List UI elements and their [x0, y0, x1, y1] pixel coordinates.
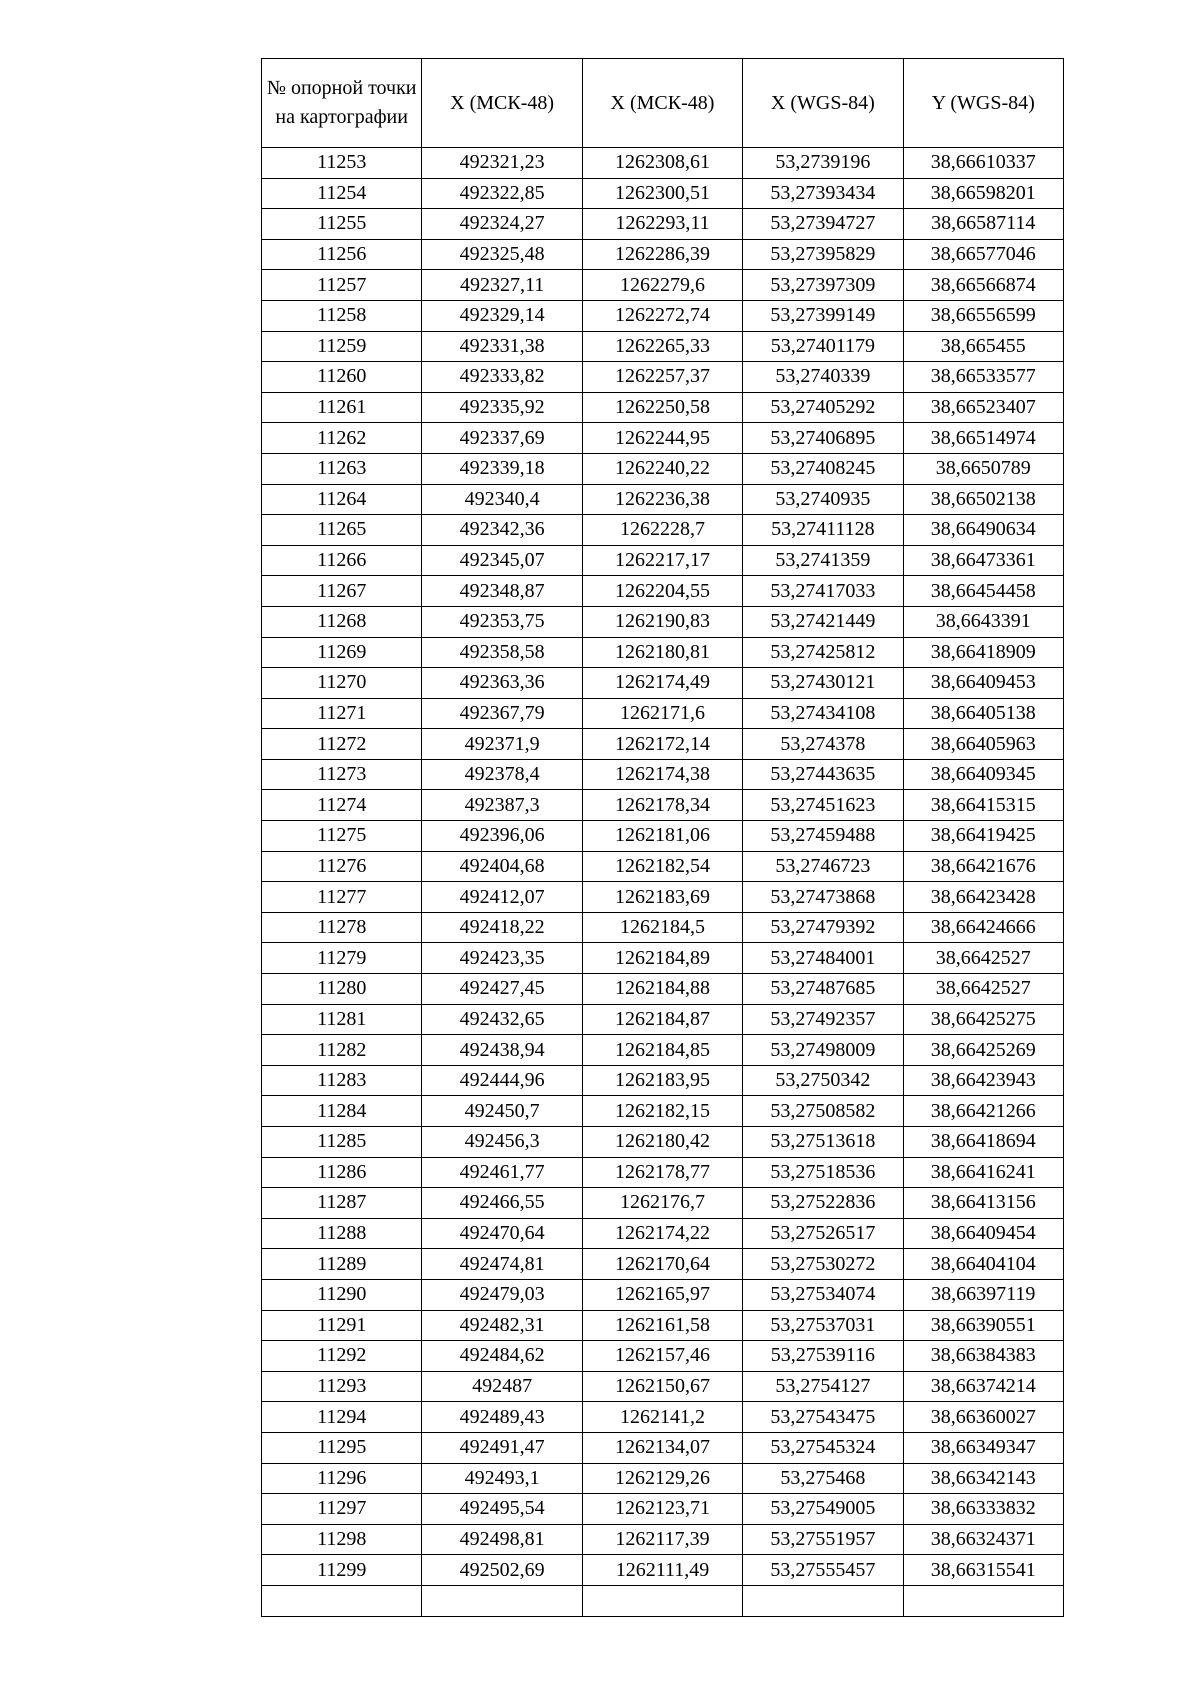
cell-x-msk48: 492325,48	[422, 239, 582, 270]
cell-point-number: 11259	[262, 331, 422, 362]
header-row	[262, 59, 1064, 148]
cell-y-wgs84: 38,66342143	[903, 1463, 1063, 1494]
cell-x-msk48-second: 1262161,58	[582, 1310, 742, 1341]
cell-x-wgs84: 53,27492357	[743, 1004, 903, 1035]
cell-x-msk48-second: 1262174,38	[582, 759, 742, 790]
cell-y-wgs84: 38,66421676	[903, 851, 1063, 882]
cell-x-msk48: 492371,9	[422, 729, 582, 760]
cell-x-wgs84: 53,27395829	[743, 239, 903, 270]
cell-x-msk48-second: 1262180,42	[582, 1127, 742, 1158]
cell-x-msk48-second: 1262171,6	[582, 698, 742, 729]
cell-x-msk48-second: 1262170,64	[582, 1249, 742, 1280]
cell-point-number: 11293	[262, 1371, 422, 1402]
cell-y-wgs84: 38,66405138	[903, 698, 1063, 729]
cell-x-wgs84: 53,27401179	[743, 331, 903, 362]
cell-y-wgs84: 38,66425275	[903, 1004, 1063, 1035]
cell-point-number: 11271	[262, 698, 422, 729]
cell-x-msk48: 492340,4	[422, 484, 582, 515]
cell-x-msk48-second: 1262141,2	[582, 1402, 742, 1433]
cell-y-wgs84: 38,6642527	[903, 974, 1063, 1005]
cell-point-number: 11270	[262, 668, 422, 699]
cell-point-number: 11261	[262, 392, 422, 423]
cell-x-msk48: 492418,22	[422, 912, 582, 943]
table-row	[262, 1249, 1064, 1280]
cell-x-wgs84: 53,2750342	[743, 1065, 903, 1096]
cell-y-wgs84: 38,66404104	[903, 1249, 1063, 1280]
table-row	[262, 1494, 1064, 1525]
table-row	[262, 1555, 1064, 1586]
cell-x-msk48: 492495,54	[422, 1494, 582, 1525]
table-row	[262, 1157, 1064, 1188]
cell-x-msk48-second: 1262184,5	[582, 912, 742, 943]
cell-point-number: 11272	[262, 729, 422, 760]
cell-x-msk48: 492331,38	[422, 331, 582, 362]
table-row	[262, 1310, 1064, 1341]
table-row	[262, 1065, 1064, 1096]
cell-y-wgs84: 38,66416241	[903, 1157, 1063, 1188]
cell-point-number: 11280	[262, 974, 422, 1005]
table-end-cell	[582, 1585, 742, 1616]
table-row	[262, 545, 1064, 576]
cell-x-msk48-second: 1262165,97	[582, 1279, 742, 1310]
cell-x-msk48-second: 1262272,74	[582, 300, 742, 331]
cell-point-number: 11277	[262, 882, 422, 913]
cell-x-wgs84: 53,27549005	[743, 1494, 903, 1525]
cell-point-number: 11287	[262, 1188, 422, 1219]
cell-x-msk48-second: 1262250,58	[582, 392, 742, 423]
cell-x-wgs84: 53,27508582	[743, 1096, 903, 1127]
cell-x-msk48-second: 1262293,11	[582, 209, 742, 240]
table-row	[262, 1341, 1064, 1372]
cell-x-msk48: 492412,07	[422, 882, 582, 913]
cell-x-msk48: 492491,47	[422, 1432, 582, 1463]
cell-x-msk48: 492450,7	[422, 1096, 582, 1127]
cell-y-wgs84: 38,66533577	[903, 362, 1063, 393]
cell-x-msk48-second: 1262308,61	[582, 148, 742, 179]
cell-x-msk48: 492493,1	[422, 1463, 582, 1494]
cell-point-number: 11254	[262, 178, 422, 209]
cell-y-wgs84: 38,66360027	[903, 1402, 1063, 1433]
table-row	[262, 148, 1064, 179]
table-row	[262, 759, 1064, 790]
table-row	[262, 1096, 1064, 1127]
cell-x-wgs84: 53,27526517	[743, 1218, 903, 1249]
cell-x-wgs84: 53,27545324	[743, 1432, 903, 1463]
cell-x-msk48-second: 1262180,81	[582, 637, 742, 668]
cell-point-number: 11292	[262, 1341, 422, 1372]
table-row	[262, 1279, 1064, 1310]
cell-point-number: 11283	[262, 1065, 422, 1096]
cell-y-wgs84: 38,66409454	[903, 1218, 1063, 1249]
cell-y-wgs84: 38,66409453	[903, 668, 1063, 699]
cell-x-msk48-second: 1262183,69	[582, 882, 742, 913]
cell-y-wgs84: 38,66324371	[903, 1524, 1063, 1555]
cell-x-msk48: 492396,06	[422, 821, 582, 852]
cell-x-msk48: 492335,92	[422, 392, 582, 423]
cell-x-msk48: 492333,82	[422, 362, 582, 393]
cell-y-wgs84: 38,66454458	[903, 576, 1063, 607]
cell-x-msk48-second: 1262129,26	[582, 1463, 742, 1494]
cell-y-wgs84: 38,66490634	[903, 515, 1063, 546]
cell-x-msk48: 492470,64	[422, 1218, 582, 1249]
cell-point-number: 11256	[262, 239, 422, 270]
cell-x-wgs84: 53,2740935	[743, 484, 903, 515]
cell-x-msk48: 492324,27	[422, 209, 582, 240]
cell-point-number: 11299	[262, 1555, 422, 1586]
table-row	[262, 1402, 1064, 1433]
cell-x-msk48: 492502,69	[422, 1555, 582, 1586]
table-end-cell	[262, 1585, 422, 1616]
cell-y-wgs84: 38,66423943	[903, 1065, 1063, 1096]
cell-y-wgs84: 38,66421266	[903, 1096, 1063, 1127]
cell-y-wgs84: 38,66473361	[903, 545, 1063, 576]
cell-x-wgs84: 53,27513618	[743, 1127, 903, 1158]
cell-x-msk48: 492387,3	[422, 790, 582, 821]
cell-x-wgs84: 53,27399149	[743, 300, 903, 331]
cell-x-wgs84: 53,27530272	[743, 1249, 903, 1280]
cell-y-wgs84: 38,66566874	[903, 270, 1063, 301]
cell-y-wgs84: 38,66523407	[903, 392, 1063, 423]
cell-point-number: 11282	[262, 1035, 422, 1066]
cell-point-number: 11258	[262, 300, 422, 331]
table-row	[262, 668, 1064, 699]
cell-x-msk48-second: 1262174,22	[582, 1218, 742, 1249]
cell-y-wgs84: 38,66405963	[903, 729, 1063, 760]
table-row	[262, 1127, 1064, 1158]
cell-x-msk48-second: 1262182,54	[582, 851, 742, 882]
cell-y-wgs84: 38,66425269	[903, 1035, 1063, 1066]
header-x-msk48-second: X (МСК-48)	[582, 59, 742, 148]
cell-y-wgs84: 38,66423428	[903, 882, 1063, 913]
cell-x-wgs84: 53,2741359	[743, 545, 903, 576]
cell-x-wgs84: 53,27421449	[743, 606, 903, 637]
cell-x-wgs84: 53,27479392	[743, 912, 903, 943]
cell-x-msk48-second: 1262178,34	[582, 790, 742, 821]
cell-x-wgs84: 53,2746723	[743, 851, 903, 882]
cell-x-msk48-second: 1262123,71	[582, 1494, 742, 1525]
table-row	[262, 943, 1064, 974]
cell-y-wgs84: 38,66349347	[903, 1432, 1063, 1463]
cell-x-msk48-second: 1262157,46	[582, 1341, 742, 1372]
cell-x-msk48: 492321,23	[422, 148, 582, 179]
cell-x-msk48-second: 1262117,39	[582, 1524, 742, 1555]
cell-x-wgs84: 53,27473868	[743, 882, 903, 913]
cell-x-wgs84: 53,27522836	[743, 1188, 903, 1219]
cell-point-number: 11265	[262, 515, 422, 546]
cell-x-wgs84: 53,27397309	[743, 270, 903, 301]
cell-x-msk48-second: 1262176,7	[582, 1188, 742, 1219]
cell-x-wgs84: 53,27543475	[743, 1402, 903, 1433]
cell-x-msk48-second: 1262184,85	[582, 1035, 742, 1066]
header-x-msk48: X (МСК-48)	[422, 59, 582, 148]
cell-x-msk48: 492461,77	[422, 1157, 582, 1188]
cell-x-wgs84: 53,27555457	[743, 1555, 903, 1586]
cell-x-msk48-second: 1262265,33	[582, 331, 742, 362]
cell-point-number: 11284	[262, 1096, 422, 1127]
cell-y-wgs84: 38,66577046	[903, 239, 1063, 270]
cell-x-msk48-second: 1262228,7	[582, 515, 742, 546]
cell-x-wgs84: 53,27405292	[743, 392, 903, 423]
coordinates-table	[261, 58, 1064, 1617]
cell-x-wgs84: 53,2754127	[743, 1371, 903, 1402]
cell-x-msk48: 492438,94	[422, 1035, 582, 1066]
header-y-wgs84: Y (WGS-84)	[903, 59, 1063, 148]
cell-y-wgs84: 38,66390551	[903, 1310, 1063, 1341]
table-end-cell	[903, 1585, 1063, 1616]
cell-x-msk48-second: 1262174,49	[582, 668, 742, 699]
cell-point-number: 11266	[262, 545, 422, 576]
cell-y-wgs84: 38,66418694	[903, 1127, 1063, 1158]
table-end-row	[262, 1585, 1064, 1616]
cell-point-number: 11290	[262, 1279, 422, 1310]
cell-x-msk48-second: 1262184,88	[582, 974, 742, 1005]
cell-x-wgs84: 53,27498009	[743, 1035, 903, 1066]
cell-point-number: 11269	[262, 637, 422, 668]
cell-y-wgs84: 38,66409345	[903, 759, 1063, 790]
table-row	[262, 698, 1064, 729]
cell-x-wgs84: 53,27484001	[743, 943, 903, 974]
cell-x-wgs84: 53,27430121	[743, 668, 903, 699]
cell-x-wgs84: 53,27434108	[743, 698, 903, 729]
cell-y-wgs84: 38,66413156	[903, 1188, 1063, 1219]
cell-x-msk48-second: 1262181,06	[582, 821, 742, 852]
table-row	[262, 729, 1064, 760]
cell-x-msk48: 492345,07	[422, 545, 582, 576]
cell-y-wgs84: 38,66419425	[903, 821, 1063, 852]
cell-y-wgs84: 38,6650789	[903, 453, 1063, 484]
cell-x-msk48: 492353,75	[422, 606, 582, 637]
cell-point-number: 11273	[262, 759, 422, 790]
cell-point-number: 11255	[262, 209, 422, 240]
table-row	[262, 637, 1064, 668]
cell-point-number: 11298	[262, 1524, 422, 1555]
cell-x-msk48: 492358,58	[422, 637, 582, 668]
cell-x-wgs84: 53,27451623	[743, 790, 903, 821]
cell-x-wgs84: 53,2739196	[743, 148, 903, 179]
cell-y-wgs84: 38,66514974	[903, 423, 1063, 454]
table-row	[262, 1004, 1064, 1035]
table-end-cell	[743, 1585, 903, 1616]
cell-x-msk48: 492427,45	[422, 974, 582, 1005]
table-row	[262, 484, 1064, 515]
table-row	[262, 821, 1064, 852]
cell-y-wgs84: 38,66424666	[903, 912, 1063, 943]
cell-point-number: 11296	[262, 1463, 422, 1494]
cell-x-wgs84: 53,27518536	[743, 1157, 903, 1188]
table-row	[262, 362, 1064, 393]
cell-y-wgs84: 38,66374214	[903, 1371, 1063, 1402]
cell-x-msk48-second: 1262178,77	[582, 1157, 742, 1188]
cell-x-msk48: 492348,87	[422, 576, 582, 607]
cell-x-msk48: 492322,85	[422, 178, 582, 209]
table-row	[262, 1432, 1064, 1463]
cell-point-number: 11294	[262, 1402, 422, 1433]
cell-point-number: 11297	[262, 1494, 422, 1525]
cell-y-wgs84: 38,665455	[903, 331, 1063, 362]
cell-x-msk48: 492498,81	[422, 1524, 582, 1555]
cell-point-number: 11262	[262, 423, 422, 454]
cell-x-msk48-second: 1262183,95	[582, 1065, 742, 1096]
cell-x-msk48: 492482,31	[422, 1310, 582, 1341]
table-row	[262, 974, 1064, 1005]
header-x-wgs84: X (WGS-84)	[743, 59, 903, 148]
cell-point-number: 11268	[262, 606, 422, 637]
cell-x-msk48-second: 1262257,37	[582, 362, 742, 393]
cell-x-msk48: 492342,36	[422, 515, 582, 546]
cell-y-wgs84: 38,6642527	[903, 943, 1063, 974]
cell-x-msk48: 492487	[422, 1371, 582, 1402]
cell-point-number: 11288	[262, 1218, 422, 1249]
cell-point-number: 11281	[262, 1004, 422, 1035]
cell-x-wgs84: 53,27487685	[743, 974, 903, 1005]
table-row	[262, 270, 1064, 301]
cell-x-wgs84: 53,275468	[743, 1463, 903, 1494]
cell-y-wgs84: 38,66610337	[903, 148, 1063, 179]
cell-point-number: 11257	[262, 270, 422, 301]
table-row	[262, 1463, 1064, 1494]
cell-y-wgs84: 38,66384383	[903, 1341, 1063, 1372]
cell-x-wgs84: 53,27537031	[743, 1310, 903, 1341]
table-row	[262, 423, 1064, 454]
table-row	[262, 1188, 1064, 1219]
cell-x-msk48-second: 1262240,22	[582, 453, 742, 484]
cell-x-wgs84: 53,27393434	[743, 178, 903, 209]
table-row	[262, 1035, 1064, 1066]
cell-x-msk48: 492479,03	[422, 1279, 582, 1310]
cell-point-number: 11276	[262, 851, 422, 882]
cell-y-wgs84: 38,66556599	[903, 300, 1063, 331]
table-end-cell	[422, 1585, 582, 1616]
table-header	[262, 59, 1064, 148]
cell-x-msk48: 492444,96	[422, 1065, 582, 1096]
cell-x-msk48: 492327,11	[422, 270, 582, 301]
cell-x-msk48-second: 1262111,49	[582, 1555, 742, 1586]
cell-x-msk48: 492339,18	[422, 453, 582, 484]
cell-x-msk48: 492456,3	[422, 1127, 582, 1158]
cell-x-wgs84: 53,27411128	[743, 515, 903, 546]
table-row	[262, 1218, 1064, 1249]
cell-y-wgs84: 38,6643391	[903, 606, 1063, 637]
cell-x-msk48: 492432,65	[422, 1004, 582, 1035]
cell-point-number: 11274	[262, 790, 422, 821]
cell-x-msk48-second: 1262286,39	[582, 239, 742, 270]
table-row	[262, 790, 1064, 821]
table-row	[262, 453, 1064, 484]
table-row	[262, 1524, 1064, 1555]
table-body	[262, 148, 1064, 1617]
cell-x-wgs84: 53,274378	[743, 729, 903, 760]
cell-x-msk48: 492489,43	[422, 1402, 582, 1433]
table-row	[262, 1371, 1064, 1402]
cell-point-number: 11253	[262, 148, 422, 179]
cell-x-msk48-second: 1262300,51	[582, 178, 742, 209]
cell-point-number: 11260	[262, 362, 422, 393]
cell-x-msk48: 492404,68	[422, 851, 582, 882]
cell-x-msk48: 492363,36	[422, 668, 582, 699]
cell-x-msk48: 492423,35	[422, 943, 582, 974]
table-row	[262, 576, 1064, 607]
cell-y-wgs84: 38,66397119	[903, 1279, 1063, 1310]
cell-point-number: 11264	[262, 484, 422, 515]
table-row	[262, 392, 1064, 423]
cell-point-number: 11291	[262, 1310, 422, 1341]
cell-x-msk48: 492378,4	[422, 759, 582, 790]
cell-x-wgs84: 53,27534074	[743, 1279, 903, 1310]
cell-x-msk48: 492367,79	[422, 698, 582, 729]
cell-x-wgs84: 53,27394727	[743, 209, 903, 240]
cell-x-msk48: 492329,14	[422, 300, 582, 331]
cell-x-msk48-second: 1262184,89	[582, 943, 742, 974]
cell-point-number: 11285	[262, 1127, 422, 1158]
cell-y-wgs84: 38,66415315	[903, 790, 1063, 821]
table-row	[262, 851, 1064, 882]
cell-x-wgs84: 53,27408245	[743, 453, 903, 484]
cell-x-wgs84: 53,27539116	[743, 1341, 903, 1372]
cell-y-wgs84: 38,66333832	[903, 1494, 1063, 1525]
cell-x-msk48-second: 1262217,17	[582, 545, 742, 576]
cell-x-wgs84: 53,27425812	[743, 637, 903, 668]
cell-point-number: 11278	[262, 912, 422, 943]
table-row	[262, 912, 1064, 943]
cell-y-wgs84: 38,66587114	[903, 209, 1063, 240]
cell-x-msk48-second: 1262134,07	[582, 1432, 742, 1463]
cell-point-number: 11275	[262, 821, 422, 852]
header-point-number: № опорной точки на картографии	[262, 59, 422, 148]
cell-y-wgs84: 38,66418909	[903, 637, 1063, 668]
cell-x-msk48-second: 1262279,6	[582, 270, 742, 301]
cell-y-wgs84: 38,66315541	[903, 1555, 1063, 1586]
cell-x-msk48-second: 1262184,87	[582, 1004, 742, 1035]
cell-x-wgs84: 53,2740339	[743, 362, 903, 393]
table-row	[262, 300, 1064, 331]
cell-point-number: 11289	[262, 1249, 422, 1280]
cell-x-msk48-second: 1262204,55	[582, 576, 742, 607]
cell-x-msk48-second: 1262182,15	[582, 1096, 742, 1127]
cell-x-msk48: 492474,81	[422, 1249, 582, 1280]
table-row	[262, 209, 1064, 240]
cell-point-number: 11267	[262, 576, 422, 607]
cell-point-number: 11295	[262, 1432, 422, 1463]
table-row	[262, 239, 1064, 270]
cell-y-wgs84: 38,66598201	[903, 178, 1063, 209]
cell-x-msk48-second: 1262150,67	[582, 1371, 742, 1402]
cell-x-msk48: 492337,69	[422, 423, 582, 454]
table-row	[262, 606, 1064, 637]
cell-x-msk48-second: 1262236,38	[582, 484, 742, 515]
cell-x-msk48-second: 1262190,83	[582, 606, 742, 637]
table-row	[262, 331, 1064, 362]
cell-x-msk48-second: 1262172,14	[582, 729, 742, 760]
cell-y-wgs84: 38,66502138	[903, 484, 1063, 515]
cell-x-wgs84: 53,27406895	[743, 423, 903, 454]
cell-x-wgs84: 53,27459488	[743, 821, 903, 852]
cell-x-msk48: 492484,62	[422, 1341, 582, 1372]
cell-x-msk48: 492466,55	[422, 1188, 582, 1219]
cell-x-wgs84: 53,27551957	[743, 1524, 903, 1555]
cell-x-msk48-second: 1262244,95	[582, 423, 742, 454]
table-row	[262, 178, 1064, 209]
cell-point-number: 11263	[262, 453, 422, 484]
table-row	[262, 515, 1064, 546]
cell-point-number: 11279	[262, 943, 422, 974]
table-row	[262, 882, 1064, 913]
cell-x-wgs84: 53,27443635	[743, 759, 903, 790]
cell-point-number: 11286	[262, 1157, 422, 1188]
cell-x-wgs84: 53,27417033	[743, 576, 903, 607]
